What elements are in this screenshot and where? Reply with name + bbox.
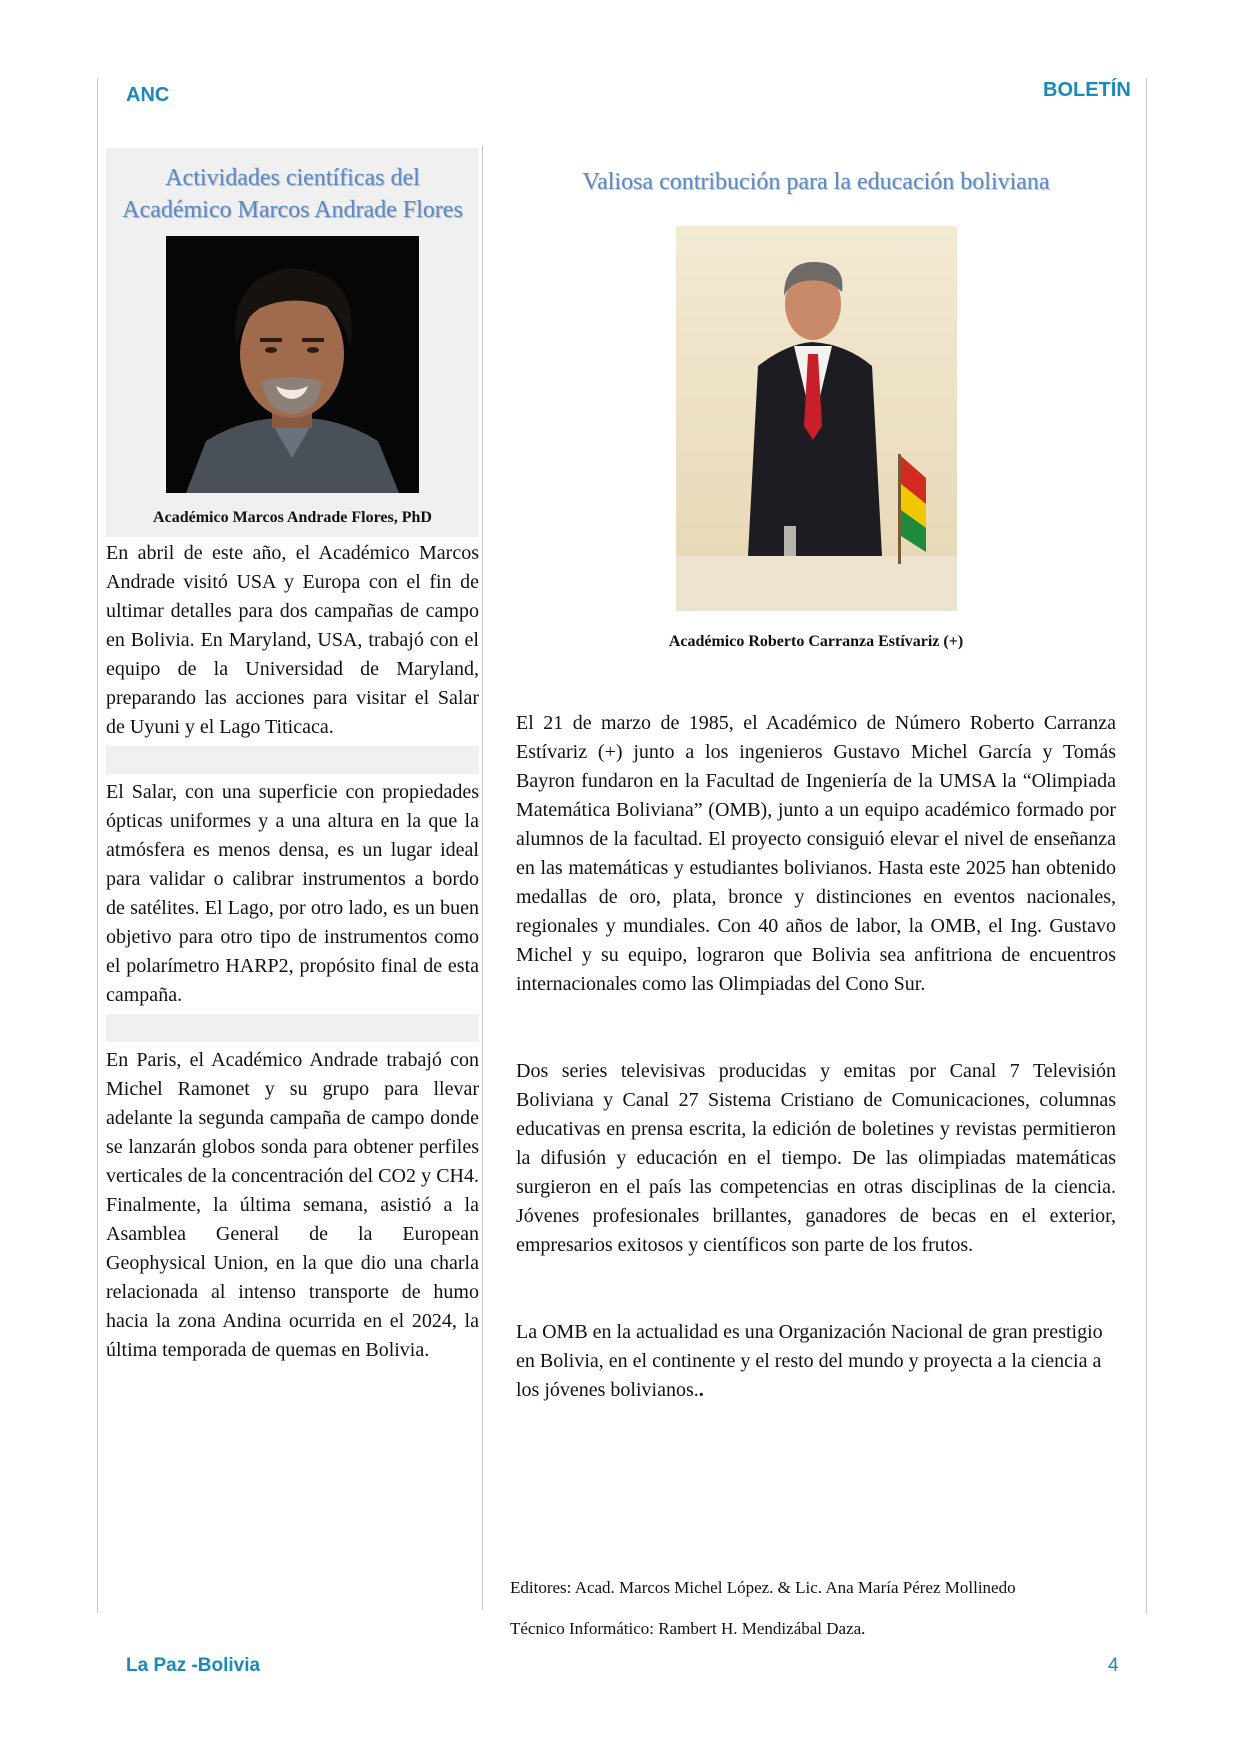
left-separator-2 [106, 1014, 479, 1042]
editors-credit: Editores: Acad. Marcos Michel López. & Lic. Ana María Pérez Mollinedo [510, 1578, 1016, 1597]
left-paragraph-1: En abril de este año, el Académico Marcos Andrade visitó USA y Europa con el fin de ultimar detalles para dos campañas de campo en Bolivia. En Maryland, USA, trabajó con el equipo de la Universidad de Maryland, preparando las acciones para visitar el Salar de Uyuni y el Lago Titicaca. [106, 542, 479, 738]
right-paragraph-3 [516, 1318, 1116, 1405]
right-paragraph-1: El 21 de marzo de 1985, el Académico de Número Roberto Carranza Estívariz (+) junto a los ingenieros Gustavo Michel García y Tomás Bayron fundaron en la Facultad de Ingeniería de la UMSA la “Olimpiada Matemática Boliviana” (OMB), junto a un equipo académico formado por alumnos de la facultad. El proyecto consiguió elevar el nivel de enseñanza en las matemáticas y estudiantes bolivianos. Hasta este 2025 han obtenido medallas de oro, plata, bronce y distinciones en eventos nacionales, regionales y mundiales. Con 40 años de labor, la OMB, el Ing. Gustavo Michel y su equipo, lograron que Bolivia sea anfitriona de encuentros internacionales como las Olimpiadas del Cono Sur. [516, 712, 1116, 995]
portrait-marcos-andrade [166, 236, 419, 493]
technician-credit: Técnico Informático: Rambert H. Mendizábal Daza. [510, 1619, 866, 1638]
right-article [516, 148, 1116, 1405]
left-separator-1 [106, 746, 479, 774]
left-article [106, 148, 479, 1365]
left-title-box [106, 148, 479, 537]
left-article-title: Actividades científicas del Académico Marcos Andrade Flores [122, 165, 463, 223]
portrait-illustration [166, 236, 419, 493]
footer-location: La Paz -Bolivia [126, 1655, 261, 1676]
page-right-border [1146, 78, 1147, 1613]
page-number: 4 [1108, 1655, 1119, 1676]
left-caption-box [120, 493, 465, 537]
left-paragraph-3: En Paris, el Académico Andrade trabajó con Michel Ramonet y su grupo para llevar adelante la segunda campaña de campo donde se lanzarán globos sonda para obtener perfiles verticales de la concentración del CO2 y CH4. Finalmente, la última semana, asistió a la Asamblea General de la European Geophysical Union, en la que dio una charla relacionada al intenso transporte de humo hacia la zona Andina ocurrida en el 2024, la última temporada de quemas en Bolivia. [106, 1049, 479, 1361]
left-paragraph-2: El Salar, con una superficie con propiedades ópticas uniformes y a una altura en la que la atmósfera es menos densa, es un lugar ideal para validar o calibrar instrumentos a bordo de satélites. El Lago, por otro lado, es un buen objetivo para otro tipo de instrumentos como el polarímetro HARP2, propósito final de esta campaña. [106, 781, 479, 1006]
portrait-illustration [676, 226, 957, 611]
right-photo-caption: Académico Roberto Carranza Estívariz (+) [668, 633, 964, 650]
right-paragraph-3-period: . [698, 1379, 704, 1401]
portrait-roberto-carranza [676, 226, 957, 611]
column-divider [482, 145, 483, 1610]
header-right: BOLETÍN [1043, 79, 1131, 101]
right-article-title: Valiosa contribución para la educación boliviana [582, 169, 1050, 195]
left-photo-caption: Académico Marcos Andrade Flores, PhD [153, 509, 432, 526]
header-left: ANC [126, 84, 170, 106]
page-left-border [97, 78, 98, 1613]
right-paragraph-3-text: La OMB en la actualidad es una Organización Nacional de gran prestigio en Bolivia, en el continente y el resto del mundo y proyecta a la ciencia a los jóvenes bolivianos. [516, 1321, 1103, 1401]
right-paragraph-2: Dos series televisivas producidas y emitas por Canal 7 Televisión Boliviana y Canal 27 Sistema Cristiano de Comunicaciones, columnas educativas en prensa escrita, la edición de boletines y revistas permitieron la difusión y educación en el tiempo. De las olimpiadas matemáticas surgieron en el país las competencias en otras disciplinas de la ciencia. Jóvenes profesionales brillantes, ganadores de becas en el exterior, empresarios exitosos y científicos son parte de los frutos. [516, 1060, 1116, 1256]
